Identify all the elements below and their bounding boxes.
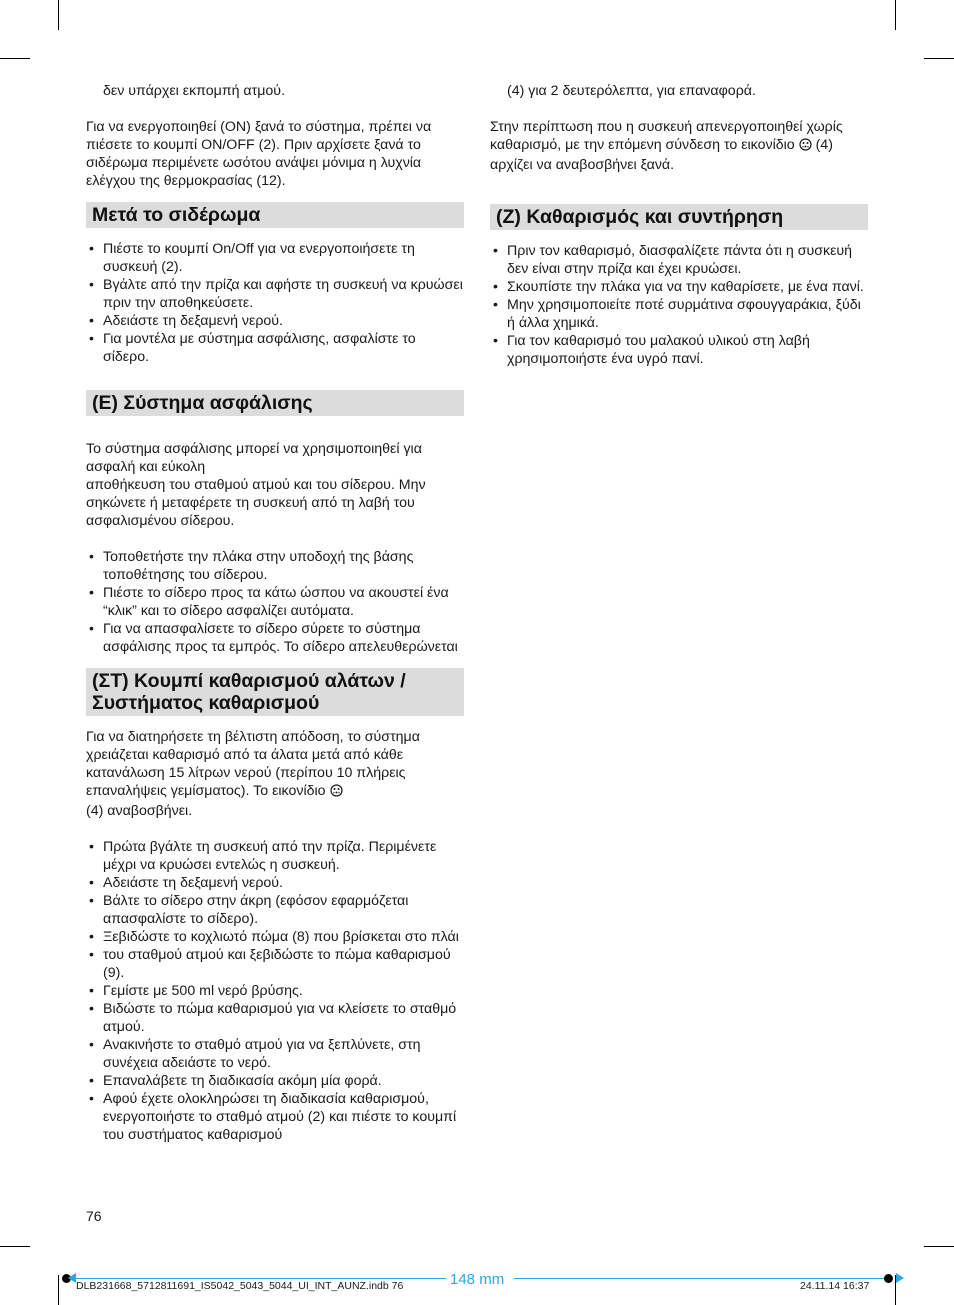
bullet-list (490, 242, 868, 368)
bullet-list (86, 548, 464, 656)
list-item: • του σταθμού ατμού και ξεβιδώστε το πώμα καθαρισμού (9). (86, 946, 464, 982)
paragraph: Για να ενεργοποιηθεί (ON) ξανά το σύστημα, πρέπει να πιέσετε το κουμπί ON/OFF (2). Πριν αρχίσετε ξανά το σιδέρωμα περιμένετε ωσότου ανάψει μόνιμα η λυχνία ελέγχου της θερμοκρασίας (12). (86, 119, 432, 189)
page-number: 76 (86, 1208, 102, 1224)
ruler-line (74, 1278, 446, 1279)
list-item: • Ξεβιδώστε το κοχλιωτό πώμα (8) που βρίσκεται στο πλάι (86, 928, 464, 946)
list-item: • Βιδώστε το πώμα καθαρισμού για να κλείσετε το σταθμό ατμού. (86, 1000, 464, 1036)
paragraph (86, 728, 464, 820)
crop-mark (0, 58, 30, 59)
section-heading-cleaning: (Z) Καθαρισμός και συντήρηση (490, 204, 868, 230)
section-heading-descale (86, 668, 464, 716)
list-item: • Πρώτα βγάλτε τη συσκευή από την πρίζα. Περιμένετε μέχρι να κρυώσει εντελώς η συσκευή. (86, 838, 464, 874)
list-item: • Ανακινήστε το σταθμό ατμού για να ξεπλύνετε, στη συνέχεια αδειάστε το νερό. (86, 1036, 464, 1072)
paragraph-text: Στην περίπτωση που η συσκευή απενεργοποιηθεί χωρίς καθαρισμό, με την επόμενη σύνδεση το εικονίδιο (490, 119, 843, 153)
crop-mark (58, 0, 59, 30)
list-item: • Για να απασφαλίσετε το σίδερο σύρετε το σύστημα ασφάλισης προς τα εμπρός. Το σίδερο απελευθερώνεται (86, 620, 464, 656)
section-heading-after-ironing: Μετά το σιδέρωμα (86, 202, 464, 228)
list-item: • Αδειάστε τη δεξαμενή νερού. (86, 312, 464, 330)
list-item: • Πιέστε το σίδερο προς τα κάτω ώσπου να ακουστεί ένα “κλικ” και το σίδερο ασφαλίζει αυτόματα. (86, 584, 464, 620)
ruler-arrow-right (896, 1273, 904, 1283)
list-item: • Αφού έχετε ολοκληρώσει τη διαδικασία καθαρισμού, ενεργοποιήστε το σταθμό ατμού (2) και πιέστε το κουμπί του συστήματος καθαρισμού (86, 1090, 464, 1144)
crop-mark (58, 1275, 59, 1305)
list-item: • Βάλτε το σίδερο στην άκρη (εφόσον εφαρμόζεται απασφαλίστε το σίδερο). (86, 892, 464, 928)
list-item: • Τοποθετήστε την πλάκα στην υποδοχή της βάσης τοποθέτησης του σίδερου. (86, 548, 464, 584)
paragraph-text: (4) αναβοσβήνει. (86, 803, 193, 819)
paragraph-text: (4) αρχίζει να αναβοσβήνει ξανά. (490, 137, 833, 173)
crop-mark (924, 1246, 954, 1247)
bullet-list (86, 240, 464, 366)
descale-icon (330, 784, 343, 802)
paragraph: Το σύστημα ασφάλισης μπορεί να χρησιμοποιηθεί για ασφαλή και εύκολη (86, 441, 422, 475)
descale-icon (799, 138, 812, 156)
footer-date: 24.11.14 16:37 (800, 1280, 870, 1292)
paragraph: (4) για 2 δευτερόλεπτα, για επαναφορά. (507, 83, 756, 99)
list-item: • Επαναλάβετε τη διαδικασία ακόμη μία φορά. (86, 1072, 464, 1090)
heading-line: (ΣΤ) Κουμπί καθαρισμού αλάτων / (92, 670, 406, 692)
crop-mark (895, 0, 896, 30)
list-item: • Για μοντέλα με σύστημα ασφάλισης, ασφαλίστε το σίδερο. (86, 330, 464, 366)
ruler-line (514, 1278, 884, 1279)
list-item: • Γεμίστε με 500 ml νερό βρύσης. (86, 982, 464, 1000)
paragraph-text: Για να διατηρήσετε τη βέλτιστη απόδοση, το σύστημα χρειάζεται καθαρισμό από τα άλατα μετά από κάθε κατανάλωση 15 λίτρων νερού (περίπου 10 πλήρεις επαναλήψεις γεμίσματος). Το εικονίδιο (86, 729, 420, 799)
list-item: • Πιέστε το κουμπί On/Off για να ενεργοποιήσετε τη συσκευή (2). (86, 240, 464, 276)
paragraph (490, 118, 868, 174)
paragraph: δεν υπάρχει εκπομπή ατμού. (103, 83, 286, 99)
heading-line: Συστήματος καθαρισμού (92, 692, 320, 714)
list-item: • Βγάλτε από την πρίζα και αφήστε τη συσκευή να κρυώσει πριν την αποθηκεύσετε. (86, 276, 464, 312)
list-item: • Σκουπίστε την πλάκα για να την καθαρίσετε, με ένα πανί. (490, 278, 868, 296)
measure-label: 148 mm (446, 1271, 508, 1288)
crop-mark (0, 1246, 30, 1247)
footer-filename: DLB231668_5712811691_IS5042_5043_5044_UI_INT_AUNZ.indb 76 (76, 1280, 404, 1292)
list-item: • Πριν τον καθαρισμό, διασφαλίζετε πάντα ότι η συσκευή δεν είναι στην πρίζα και έχει κρυώσει. (490, 242, 868, 278)
paragraph: αποθήκευση του σταθμού ατμού και του σίδερου. Μην σηκώνετε ή μεταφέρετε τη συσκευή από τη λαβή του ασφαλισμένου σίδερου. (86, 477, 426, 529)
section-heading-lock-system: (Ε) Σύστημα ασφάλισης (86, 390, 464, 416)
right-column (490, 82, 868, 368)
list-item: • Μην χρησιμοποιείτε ποτέ συρμάτινα σφουγγαράκια, ξύδι ή άλλα χημικά. (490, 296, 868, 332)
registration-mark (884, 1274, 893, 1283)
list-item: • Για τον καθαρισμό του μαλακού υλικού στη λαβή χρησιμοποιήστε ένα υγρό πανί. (490, 332, 868, 368)
bullet-list (86, 838, 464, 1144)
left-column (86, 82, 464, 1144)
crop-mark (924, 58, 954, 59)
list-item: • Αδειάστε τη δεξαμενή νερού. (86, 874, 464, 892)
